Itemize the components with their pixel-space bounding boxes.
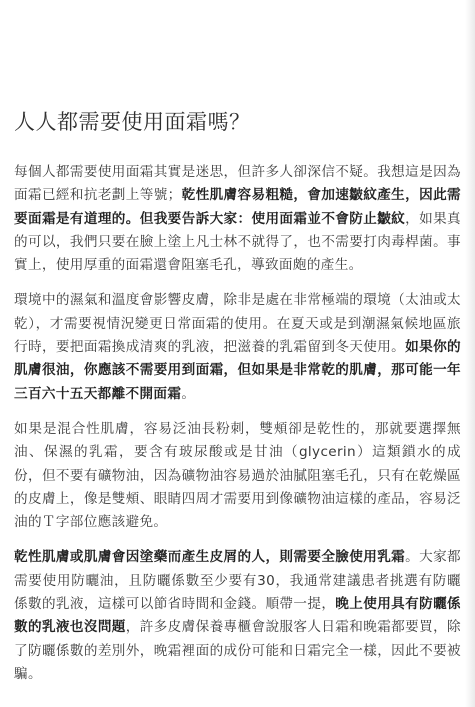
body-text: 。 <box>181 385 196 402</box>
emphasis-text: 如果你的肌膚很油，你應該不需要用到面霜，但如果是非常乾的肌膚，那可能一年三百六十五天都離不開面霜 <box>14 339 461 402</box>
body-text: 。大家都需要使用防曬油，且防曬係數至少要有30，我通常建議患者挑選有防曬係數的乳液，這樣可以節省時間和金錢。順帶一提， <box>14 549 461 613</box>
body-text: 每個人都需要使用面霜其實是迷思，但許多人卻深信不疑。我想這是因為面霜已經和抗老劃上等號； <box>14 164 461 204</box>
article-title: 人人都需要使用面霜嗎？ <box>14 110 251 134</box>
body-text: 環境中的濕氣和溫度會影響皮膚，除非是處在非常極端的環境（太油或太乾），才需要視情況變更日常面霜的使用。在夏天或是到潮濕氣候地區旅行時，要把面霜換成清爽的乳液，把滋養的乳霜留到冬天使用。 <box>14 292 461 356</box>
emphasis-text: 乾性肌膚或肌膚會因塗藥而產生皮屑的人，則需要全臉使用乳霜 <box>14 549 406 566</box>
article-paragraph <box>14 418 461 534</box>
article-paragraph <box>14 161 461 277</box>
body-text: ，許多皮膚保養專櫃會說服客人日霜和晚霜都要買，除了防曬係數的差別外，晚霜裡面的成份可能和日霜完全一樣，因此不要被騙。 <box>14 619 461 682</box>
article-body <box>14 161 461 686</box>
emphasis-text: 乾性肌膚容易粗糙，會加速皺紋產生，因此需要面霜是有道理的。但我要告訴大家：使用面霜並不會防止皺紋 <box>14 187 461 227</box>
article-paragraph <box>14 289 461 405</box>
emphasis-text: 晚上使用具有防曬係數的乳液也沒問題 <box>14 596 461 636</box>
scroll-edge-shadow <box>465 0 475 707</box>
body-text: ，如果真的可以，我們只要在臉上塗上凡士林不就得了，也不需要打肉毒桿菌。事實上，使用厚重的面霜還會阻塞毛孔，導致面皰的產生。 <box>14 210 461 274</box>
article <box>14 107 461 698</box>
body-text: 如果是混合性肌膚，容易泛油長粉刺，雙頰卻是乾性的，那就要選擇無油、保濕的乳霜，要含有玻尿酸或是甘油（glycerin）這類鎖水的成份，但不要有礦物油，因為礦物油容易過於油膩阻塞毛孔，只有在乾燥區的皮膚上，像是雙頰、眼睛四周才需要用到像礦物油這樣的產品，容易泛油的Ｔ字部位應該避免。 <box>14 420 461 531</box>
article-paragraph <box>14 546 461 686</box>
